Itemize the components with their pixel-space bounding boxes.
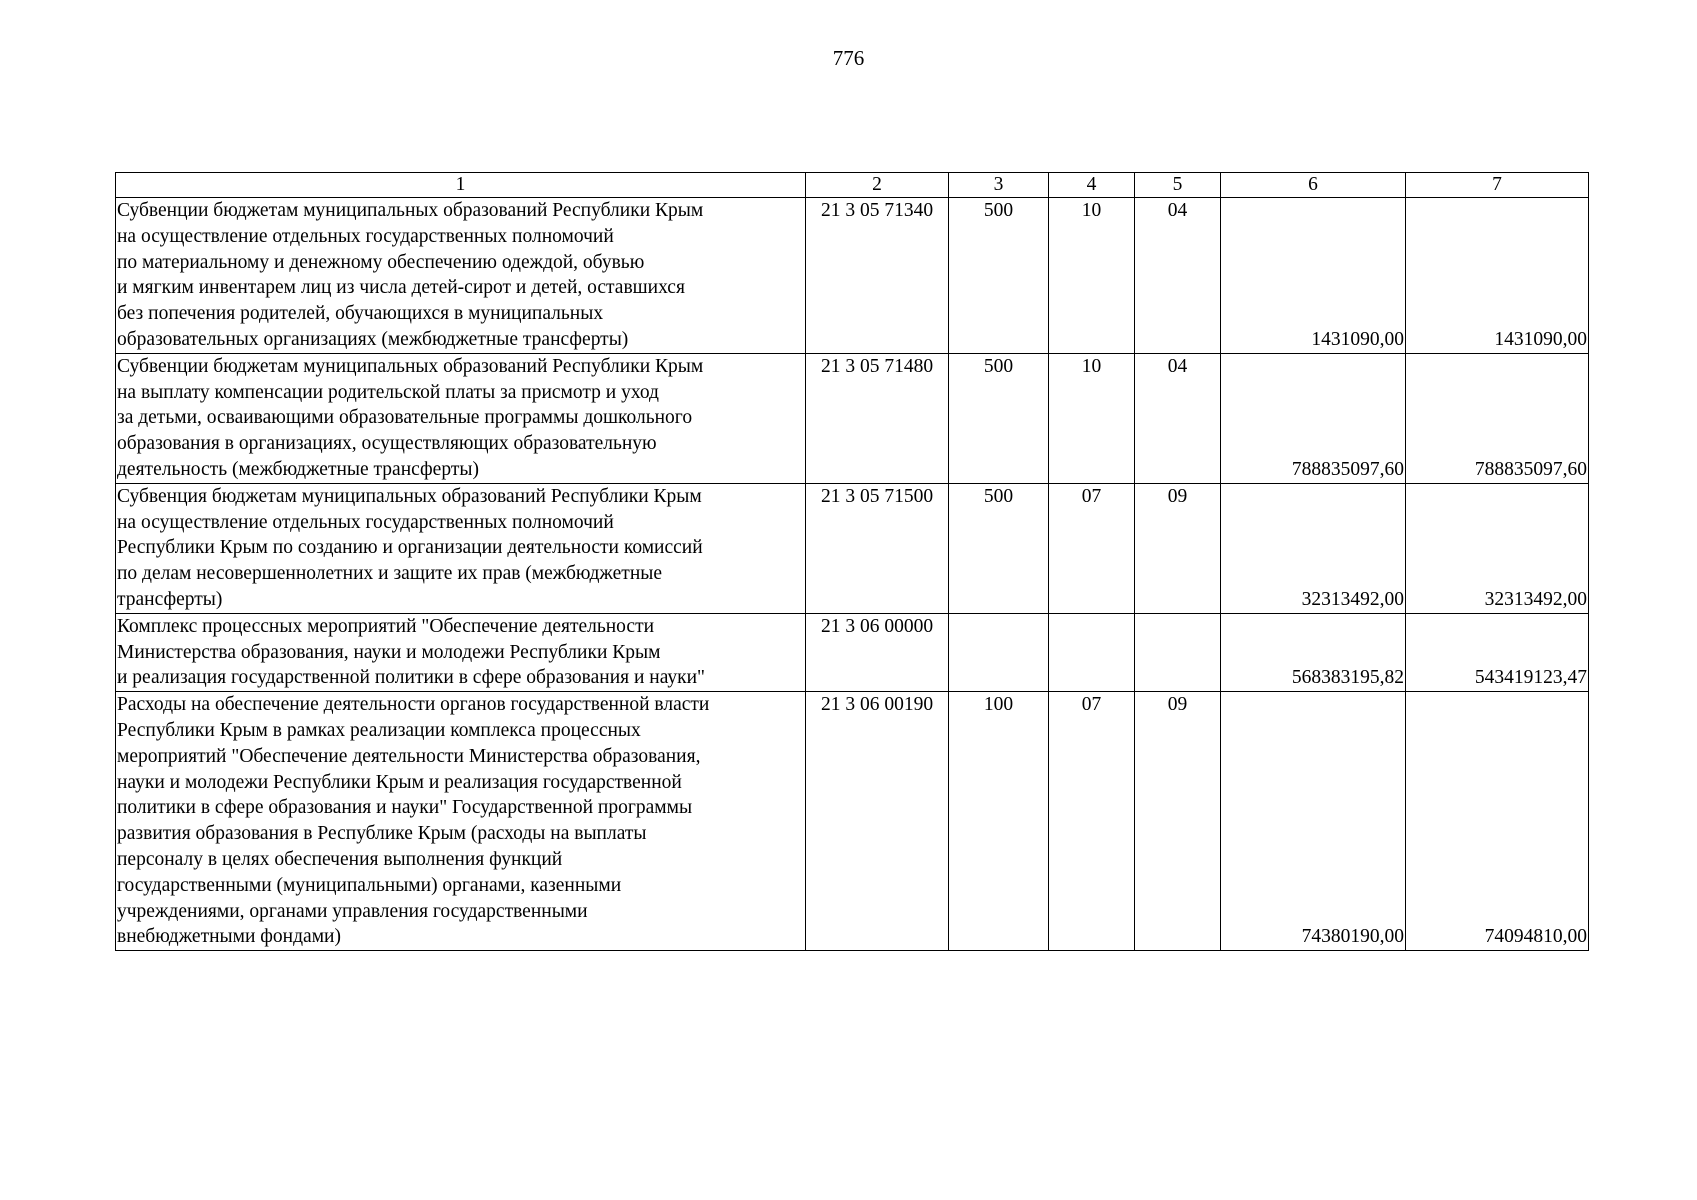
table-row xyxy=(116,692,1589,951)
subsection-code: 04 xyxy=(1135,198,1221,354)
section-code: 07 xyxy=(1049,692,1135,951)
column-header: 3 xyxy=(949,173,1049,198)
table-row xyxy=(116,483,1589,613)
amount-col6: 32313492,00 xyxy=(1221,483,1406,613)
subsection-code: 04 xyxy=(1135,353,1221,483)
subsection-code: 09 xyxy=(1135,483,1221,613)
column-header: 6 xyxy=(1221,173,1406,198)
section-code: 10 xyxy=(1049,353,1135,483)
section-code: 10 xyxy=(1049,198,1135,354)
row-description: Субвенции бюджетам муниципальных образований Республики Крым на осуществление отдельных государственных полномочий по материальному и денежному обеспечению одеждой, обувью и мягким инвентарем лиц из числа детей-сирот и детей, оставшихся без попечения родителей, обучающихся в муниципальных образовательных организациях (межбюджетные трансферты) xyxy=(116,198,806,354)
subsection-code xyxy=(1135,613,1221,691)
row-description: Расходы на обеспечение деятельности органов государственной власти Республики Крым в рамках реализации комплекса процессных мероприятий "Обеспечение деятельности Министерства образования, науки и молодежи Республики Крым и реализация государственной политики в сфере образования и науки" Государственной программы развития образования в Республике Крым (расходы на выплаты персоналу в целях обеспечения выполнения функций государственными (муниципальными) органами, казенными учреждениями, органами управления государственными внебюджетными фондами) xyxy=(116,692,806,951)
expense-type-code: 500 xyxy=(949,483,1049,613)
expense-type-code: 500 xyxy=(949,198,1049,354)
column-header: 4 xyxy=(1049,173,1135,198)
column-header: 2 xyxy=(806,173,949,198)
row-description: Субвенции бюджетам муниципальных образований Республики Крым на выплату компенсации родительской платы за присмотр и уход за детьми, осваивающими образовательные программы дошкольного образования в организациях, осуществляющих образовательную деятельность (межбюджетные трансферты) xyxy=(116,353,806,483)
target-article-code: 21 3 06 00190 xyxy=(806,692,949,951)
table-header-row xyxy=(116,173,1589,198)
section-code xyxy=(1049,613,1135,691)
amount-col7: 788835097,60 xyxy=(1406,353,1589,483)
expense-type-code xyxy=(949,613,1049,691)
section-code: 07 xyxy=(1049,483,1135,613)
column-header: 7 xyxy=(1406,173,1589,198)
amount-col7: 32313492,00 xyxy=(1406,483,1589,613)
amount-col7: 74094810,00 xyxy=(1406,692,1589,951)
target-article-code: 21 3 05 71500 xyxy=(806,483,949,613)
expense-type-code: 500 xyxy=(949,353,1049,483)
column-header: 1 xyxy=(116,173,806,198)
page-number: 776 xyxy=(832,46,865,70)
column-header: 5 xyxy=(1135,173,1221,198)
budget-table xyxy=(115,172,1589,951)
amount-col7: 1431090,00 xyxy=(1406,198,1589,354)
amount-col6: 1431090,00 xyxy=(1221,198,1406,354)
table-row xyxy=(116,198,1589,354)
expense-type-code: 100 xyxy=(949,692,1049,951)
amount-col6: 788835097,60 xyxy=(1221,353,1406,483)
row-description: Комплекс процессных мероприятий "Обеспечение деятельности Министерства образования, науки и молодежи Республики Крым и реализация государственной политики в сфере образования и науки" xyxy=(116,613,806,691)
table-row xyxy=(116,613,1589,691)
amount-col6: 568383195,82 xyxy=(1221,613,1406,691)
subsection-code: 09 xyxy=(1135,692,1221,951)
amount-col6: 74380190,00 xyxy=(1221,692,1406,951)
target-article-code: 21 3 05 71340 xyxy=(806,198,949,354)
target-article-code: 21 3 05 71480 xyxy=(806,353,949,483)
amount-col7: 543419123,47 xyxy=(1406,613,1589,691)
table-row xyxy=(116,353,1589,483)
row-description: Субвенция бюджетам муниципальных образований Республики Крым на осуществление отдельных государственных полномочий Республики Крым по созданию и организации деятельности комиссий по делам несовершеннолетних и защите их прав (межбюджетные трансферты) xyxy=(116,483,806,613)
target-article-code: 21 3 06 00000 xyxy=(806,613,949,691)
